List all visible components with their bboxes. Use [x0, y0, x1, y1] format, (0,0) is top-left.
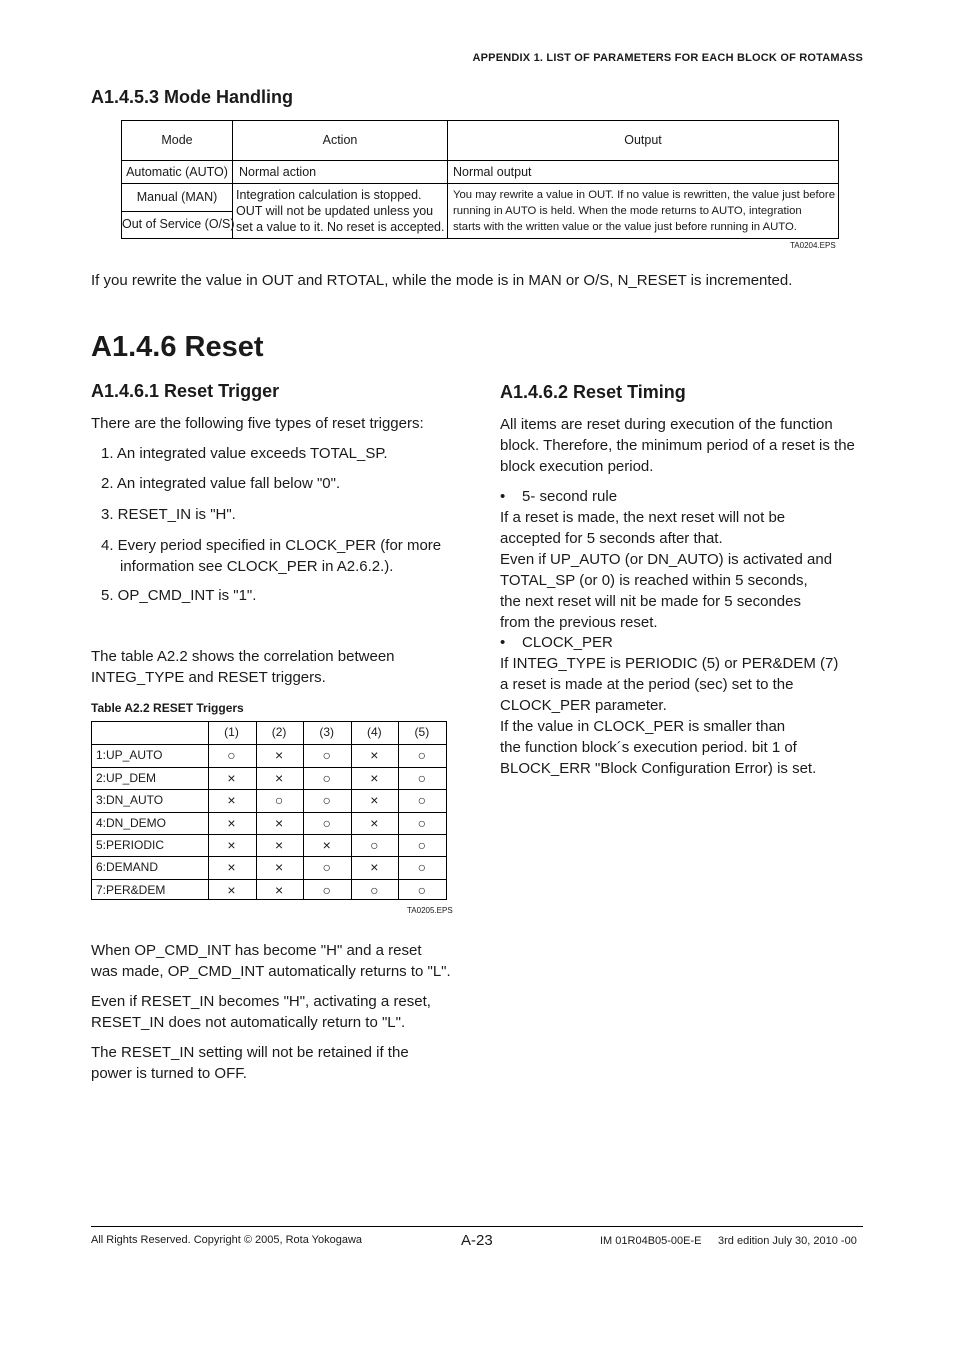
mode-table: [121, 120, 839, 239]
cross-mark: ×: [370, 769, 379, 786]
auto-mode-cell: Automatic (AUTO): [126, 165, 228, 179]
cross-mark: ×: [322, 837, 331, 853]
table-col-header: (2): [271, 725, 287, 739]
table-row-label: 1:UP_AUTO: [96, 748, 163, 763]
cross-mark: ×: [370, 747, 379, 764]
cross-mark: ×: [275, 881, 284, 898]
bullet-dot: •: [500, 488, 506, 505]
table-row-label: 2:UP_DEM: [96, 770, 157, 785]
trigger-item-2: 2. An integrated value fall below "0".: [101, 475, 341, 492]
trigger-item-4: 4. Every period specified in CLOCK_PER (for more: [101, 537, 442, 554]
circle-mark: ○: [417, 837, 427, 853]
cross-mark: ×: [227, 792, 236, 809]
circle-mark: ○: [417, 814, 427, 831]
auto-action-cell: Normal action: [239, 165, 317, 179]
footer-edition: 3rd edition July 30, 2010 -00: [718, 1235, 857, 1247]
reset-table-file-ref: TA0205.EPS: [407, 906, 453, 915]
reset-in-retain-para: The RESET_IN setting will not be retained if the power is turned to OFF.: [91, 1044, 409, 1082]
table-hline: [92, 812, 446, 813]
correlation-text: The table A2.2 shows the correlation between INTEG_TYPE and RESET triggers.: [91, 648, 395, 686]
reset-timing-heading: A1.4.6.2 Reset Timing: [500, 382, 686, 402]
shared-output-cell: You may rewrite a value in OUT. If no value is rewritten, the value just before running in AUTO is held. When the mode returns to AUTO, integration starts with the written value or the value just before running in AUTO.: [453, 189, 835, 233]
table-row-label: 5:PERIODIC: [96, 838, 165, 852]
cross-mark: ×: [227, 769, 236, 786]
clock-per-text: If INTEG_TYPE is PERIODIC (5) or PER&DEM (7) a reset is made at the period (sec) set to the CLOCK_PER parameter. If the value in CLOCK_PER is smaller than the function block´s execution period. bit 1 of BLOCK_ERR "Block Configuration Error) is set.: [500, 655, 839, 777]
bullet-five-second: • 5- second rule: [500, 488, 618, 505]
table-row-label: 4:DN_DEMO: [96, 815, 167, 830]
man-mode-cell: Manual (MAN): [136, 190, 218, 204]
circle-mark: ○: [417, 859, 427, 876]
table-row-label: 6:DEMAND: [96, 860, 159, 875]
table-hline: [92, 789, 446, 790]
cross-mark: ×: [275, 837, 284, 853]
circle-mark: ○: [370, 881, 379, 898]
cross-mark: ×: [370, 792, 379, 809]
mode-note: If you rewrite the value in OUT and RTOTAL, while the mode is in MAN or O/S, N_RESET is incremented.: [91, 272, 793, 289]
circle-mark: ○: [417, 792, 427, 809]
circle-mark: ○: [322, 769, 331, 786]
circle-mark: ○: [227, 747, 236, 764]
mode-handling-heading: A1.4.5.3 Mode Handling: [91, 87, 294, 107]
reset-in-para: Even if RESET_IN becomes "H", activating a reset, RESET_IN does not automatically return to "L".: [91, 993, 431, 1031]
trigger-item-1: 1. An integrated value exceeds TOTAL_SP.: [101, 445, 388, 462]
reset-trigger-intro: There are the following five types of reset triggers:: [91, 415, 424, 432]
cross-mark: ×: [370, 814, 379, 831]
table-hline: [92, 856, 446, 857]
cross-mark: ×: [227, 881, 236, 898]
circle-mark: ○: [417, 881, 427, 898]
cross-mark: ×: [275, 769, 284, 786]
five-second-text: If a reset is made, the next reset will not be accepted for 5 seconds after that. Even if UP_AUTO (or DN_AUTO) is activated and TOTAL_SP (or 0) is reached within 5 seconds, the next reset will nit be made for 5 secondes from the previous reset.: [500, 509, 833, 631]
circle-mark: ○: [322, 881, 331, 898]
circle-mark: ○: [322, 814, 331, 831]
output-col-header: Output: [624, 133, 662, 147]
trigger-item-3: 3. RESET_IN is "H".: [101, 506, 236, 523]
cross-mark: ×: [227, 837, 236, 853]
table-col-header: (4): [366, 725, 382, 739]
circle-mark: ○: [322, 792, 331, 809]
reset-trigger-table: [91, 721, 447, 900]
cross-mark: ×: [275, 859, 284, 876]
reset-heading: A1.4.6 Reset: [91, 331, 264, 363]
os-mode-cell: Out of Service (O/S): [122, 217, 235, 231]
op-cmd-para: When OP_CMD_INT has become "H" and a reset was made, OP_CMD_INT automatically returns to "L".: [91, 942, 451, 980]
action-col-header: Action: [322, 133, 358, 147]
circle-mark: ○: [322, 747, 331, 764]
circle-mark: ○: [370, 837, 379, 853]
cross-mark: ×: [370, 859, 379, 876]
footer-rule: [91, 1226, 863, 1227]
table-hline: [92, 879, 446, 880]
table-col-header: (5): [414, 725, 430, 739]
footer-copyright: All Rights Reserved. Copyright © 2005, Rota Yokogawa: [91, 1234, 363, 1246]
mode-col-header: Mode: [161, 133, 193, 147]
circle-mark: ○: [417, 747, 427, 764]
circle-mark: ○: [417, 769, 427, 786]
running-header: APPENDIX 1. LIST OF PARAMETERS FOR EACH BLOCK OF ROTAMASS: [472, 52, 863, 64]
table-col-header: (3): [319, 725, 335, 739]
shared-action-cell: Integration calculation is stopped. OUT will not be updated unless you set a value to it. No reset is accepted.: [236, 188, 445, 234]
trigger-item-5: 5. OP_CMD_INT is "1".: [101, 587, 257, 604]
reset-table-caption: Table A2.2 RESET Triggers: [91, 701, 244, 715]
reset-trigger-heading: A1.4.6.1 Reset Trigger: [91, 381, 280, 401]
cross-mark: ×: [227, 859, 236, 876]
table-col-header: (1): [224, 725, 239, 739]
mode-table-file-ref: TA0204.EPS: [790, 241, 836, 250]
table-row-label: 7:PER&DEM: [96, 882, 166, 897]
trigger-item-4-cont: information see CLOCK_PER in A2.6.2.).: [120, 558, 394, 575]
circle-mark: ○: [322, 859, 331, 876]
bullet-dot: •: [500, 634, 506, 651]
bullet-clock-per: • CLOCK_PER: [500, 634, 613, 651]
cross-mark: ×: [275, 747, 284, 764]
page-number: A-23: [461, 1232, 493, 1249]
cross-mark: ×: [275, 814, 284, 831]
auto-output-cell: Normal output: [453, 165, 532, 179]
table-hline: [92, 767, 446, 768]
reset-timing-intro: All items are reset during execution of the function block. Therefore, the minimum period of a reset is the block execution period.: [500, 416, 855, 475]
footer-doc-id: IM 01R04B05-00E-E: [600, 1235, 702, 1247]
table-hline: [92, 834, 446, 835]
table-hline: [92, 744, 446, 745]
circle-mark: ○: [274, 792, 284, 809]
cross-mark: ×: [227, 814, 236, 831]
table-row-label: 3:DN_AUTO: [96, 793, 164, 808]
